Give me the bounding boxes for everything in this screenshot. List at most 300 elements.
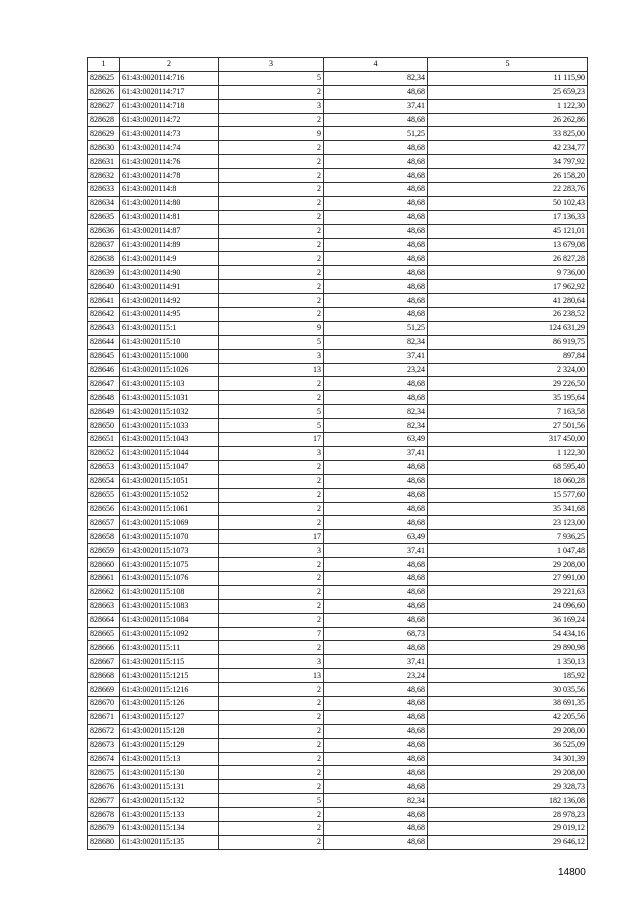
- table-cell-col-5: 86 919,75: [428, 335, 588, 349]
- table-cell-col-4: 48,68: [324, 252, 428, 266]
- table-cell-col-1: 828651: [88, 433, 120, 447]
- table-cell-col-4: 68,73: [324, 627, 428, 641]
- table-cell-col-5: 54 434,16: [428, 627, 588, 641]
- table-cell-col-4: 48,68: [324, 683, 428, 697]
- table-cell-col-3: 2: [219, 780, 324, 794]
- table-cell-col-3: 17: [219, 530, 324, 544]
- table-cell-col-3: 3: [219, 655, 324, 669]
- table-cell-col-2: 61:43:0020115:103: [120, 377, 219, 391]
- table-row: [88, 696, 588, 710]
- column-header-4: 4: [324, 58, 428, 72]
- table-cell-col-5: 26 262,86: [428, 113, 588, 127]
- table-cell-col-4: 48,68: [324, 210, 428, 224]
- table-cell-col-5: 11 115,90: [428, 71, 588, 85]
- table-cell-col-3: 5: [219, 405, 324, 419]
- table-cell-col-5: 26 238,52: [428, 308, 588, 322]
- table-cell-col-4: 23,24: [324, 363, 428, 377]
- table-cell-col-1: 828640: [88, 280, 120, 294]
- table-row: [88, 349, 588, 363]
- table-row: [88, 113, 588, 127]
- table-cell-col-5: 17 962,92: [428, 280, 588, 294]
- table-cell-col-5: 29 328,73: [428, 780, 588, 794]
- table-cell-col-4: 63,49: [324, 530, 428, 544]
- table-cell-col-2: 61:43:0020115:129: [120, 738, 219, 752]
- table-row: [88, 544, 588, 558]
- table-row: [88, 474, 588, 488]
- table-row: [88, 808, 588, 822]
- table-cell-col-3: 5: [219, 794, 324, 808]
- table-cell-col-1: 828650: [88, 419, 120, 433]
- table-cell-col-4: 51,25: [324, 321, 428, 335]
- column-header-5: 5: [428, 58, 588, 72]
- table-row: [88, 183, 588, 197]
- table-cell-col-3: 3: [219, 544, 324, 558]
- table-cell-col-4: 48,68: [324, 238, 428, 252]
- table-cell-col-2: 61:43:0020114:74: [120, 141, 219, 155]
- table-cell-col-4: 37,41: [324, 655, 428, 669]
- table-cell-col-5: 7 936,25: [428, 530, 588, 544]
- table-cell-col-1: 828637: [88, 238, 120, 252]
- table-cell-col-2: 61:43:0020115:1070: [120, 530, 219, 544]
- table-row: [88, 377, 588, 391]
- table-row: [88, 224, 588, 238]
- table-cell-col-3: 13: [219, 669, 324, 683]
- table-cell-col-3: 3: [219, 349, 324, 363]
- table-cell-col-2: 61:43:0020114:72: [120, 113, 219, 127]
- table-cell-col-1: 828678: [88, 808, 120, 822]
- table-cell-col-1: 828661: [88, 571, 120, 585]
- table-cell-col-2: 61:43:0020115:127: [120, 710, 219, 724]
- table-cell-col-3: 13: [219, 363, 324, 377]
- table-cell-col-5: 28 978,23: [428, 808, 588, 822]
- table-cell-col-5: 317 450,00: [428, 433, 588, 447]
- table-cell-col-2: 61:43:0020115:108: [120, 585, 219, 599]
- table-cell-col-4: 48,68: [324, 155, 428, 169]
- table-cell-col-5: 34 301,39: [428, 752, 588, 766]
- table-row: [88, 446, 588, 460]
- table-cell-col-1: 828659: [88, 544, 120, 558]
- table-cell-col-1: 828657: [88, 516, 120, 530]
- table-cell-col-3: 2: [219, 196, 324, 210]
- table-cell-col-2: 61:43:0020114:717: [120, 85, 219, 99]
- table-cell-col-2: 61:43:0020114:95: [120, 308, 219, 322]
- table-cell-col-4: 48,68: [324, 516, 428, 530]
- table-cell-col-3: 2: [219, 488, 324, 502]
- table-cell-col-3: 2: [219, 683, 324, 697]
- table-cell-col-3: 2: [219, 585, 324, 599]
- table-cell-col-1: 828680: [88, 835, 120, 849]
- table-cell-col-4: 63,49: [324, 433, 428, 447]
- table-cell-col-2: 61:43:0020114:78: [120, 169, 219, 183]
- table-cell-col-2: 61:43:0020114:716: [120, 71, 219, 85]
- table-row: [88, 266, 588, 280]
- table-row: [88, 627, 588, 641]
- table-cell-col-3: 9: [219, 321, 324, 335]
- table-cell-col-2: 61:43:0020115:1043: [120, 433, 219, 447]
- table-cell-col-5: 27 501,56: [428, 419, 588, 433]
- table-cell-col-5: 27 991,00: [428, 571, 588, 585]
- table-cell-col-4: 82,34: [324, 419, 428, 433]
- table-cell-col-3: 2: [219, 516, 324, 530]
- table-row: [88, 530, 588, 544]
- table-cell-col-5: 1 122,30: [428, 446, 588, 460]
- table-cell-col-3: 2: [219, 169, 324, 183]
- table-cell-col-1: 828635: [88, 210, 120, 224]
- table-cell-col-4: 48,68: [324, 780, 428, 794]
- table-row: [88, 280, 588, 294]
- table-row: [88, 196, 588, 210]
- table-row: [88, 419, 588, 433]
- table-cell-col-4: 48,68: [324, 474, 428, 488]
- table-cell-col-1: 828674: [88, 752, 120, 766]
- table-row: [88, 558, 588, 572]
- table-cell-col-5: 9 736,00: [428, 266, 588, 280]
- table-cell-col-5: 42 205,56: [428, 710, 588, 724]
- table-cell-col-2: 61:43:0020114:81: [120, 210, 219, 224]
- table-cell-col-4: 48,68: [324, 308, 428, 322]
- table-cell-col-2: 61:43:0020115:132: [120, 794, 219, 808]
- table-cell-col-5: 29 208,00: [428, 724, 588, 738]
- table-cell-col-1: 828675: [88, 766, 120, 780]
- table-cell-col-4: 48,68: [324, 766, 428, 780]
- table-cell-col-2: 61:43:0020115:1092: [120, 627, 219, 641]
- table-cell-col-3: 7: [219, 627, 324, 641]
- table-cell-col-3: 2: [219, 85, 324, 99]
- table-cell-col-3: 2: [219, 710, 324, 724]
- table-cell-col-5: 185,92: [428, 669, 588, 683]
- table-cell-col-5: 7 163,58: [428, 405, 588, 419]
- table-cell-col-5: 25 659,23: [428, 85, 588, 99]
- table-cell-col-1: 828642: [88, 308, 120, 322]
- table-cell-col-4: 48,68: [324, 488, 428, 502]
- table-cell-col-2: 61:43:0020114:76: [120, 155, 219, 169]
- table-cell-col-1: 828649: [88, 405, 120, 419]
- table-cell-col-1: 828663: [88, 599, 120, 613]
- table-row: [88, 710, 588, 724]
- table-cell-col-1: 828652: [88, 446, 120, 460]
- table-cell-col-1: 828634: [88, 196, 120, 210]
- table-cell-col-1: 828667: [88, 655, 120, 669]
- table-cell-col-2: 61:43:0020115:1026: [120, 363, 219, 377]
- table-row: [88, 585, 588, 599]
- table-row: [88, 794, 588, 808]
- table-row: [88, 141, 588, 155]
- table-cell-col-3: 2: [219, 571, 324, 585]
- table-body: [88, 71, 588, 849]
- table-row: [88, 308, 588, 322]
- table-cell-col-2: 61:43:0020114:90: [120, 266, 219, 280]
- table-cell-col-2: 61:43:0020115:1051: [120, 474, 219, 488]
- table-cell-col-4: 37,41: [324, 544, 428, 558]
- table-cell-col-2: 61:43:0020115:133: [120, 808, 219, 822]
- table-cell-col-1: 828638: [88, 252, 120, 266]
- table-cell-col-2: 61:43:0020115:1: [120, 321, 219, 335]
- table-row: [88, 724, 588, 738]
- table-cell-col-3: 2: [219, 599, 324, 613]
- column-header-3: 3: [219, 58, 324, 72]
- table-row: [88, 405, 588, 419]
- table-cell-col-1: 828653: [88, 460, 120, 474]
- table-cell-col-1: 828627: [88, 99, 120, 113]
- table-cell-col-1: 828654: [88, 474, 120, 488]
- table-cell-col-2: 61:43:0020115:1075: [120, 558, 219, 572]
- table-cell-col-3: 2: [219, 558, 324, 572]
- table-cell-col-1: 828664: [88, 613, 120, 627]
- table-cell-col-4: 48,68: [324, 377, 428, 391]
- table-cell-col-2: 61:43:0020115:1032: [120, 405, 219, 419]
- table-cell-col-4: 48,68: [324, 613, 428, 627]
- table-cell-col-2: 61:43:0020114:73: [120, 127, 219, 141]
- table-cell-col-4: 48,68: [324, 460, 428, 474]
- table-cell-col-1: 828658: [88, 530, 120, 544]
- data-table: [87, 57, 588, 850]
- table-cell-col-2: 61:43:0020115:1076: [120, 571, 219, 585]
- table-row: [88, 169, 588, 183]
- table-row: [88, 252, 588, 266]
- table-cell-col-5: 68 595,40: [428, 460, 588, 474]
- table-cell-col-4: 48,68: [324, 571, 428, 585]
- table-row: [88, 71, 588, 85]
- table-row: [88, 210, 588, 224]
- table-cell-col-1: 828630: [88, 141, 120, 155]
- table-cell-col-1: 828677: [88, 794, 120, 808]
- table-cell-col-2: 61:43:0020115:1069: [120, 516, 219, 530]
- table-cell-col-5: 29 226,50: [428, 377, 588, 391]
- table-cell-col-2: 61:43:0020115:1000: [120, 349, 219, 363]
- table-row: [88, 669, 588, 683]
- table-cell-col-5: 1 047,48: [428, 544, 588, 558]
- table-cell-col-4: 48,68: [324, 808, 428, 822]
- table-cell-col-5: 50 102,43: [428, 196, 588, 210]
- table-row: [88, 613, 588, 627]
- table-cell-col-3: 2: [219, 252, 324, 266]
- table-cell-col-4: 48,68: [324, 710, 428, 724]
- table-cell-col-4: 48,68: [324, 85, 428, 99]
- table-cell-col-4: 48,68: [324, 696, 428, 710]
- table-cell-col-4: 82,34: [324, 405, 428, 419]
- table-cell-col-3: 2: [219, 766, 324, 780]
- table-cell-col-2: 61:43:0020115:13: [120, 752, 219, 766]
- table-cell-col-4: 48,68: [324, 752, 428, 766]
- table-cell-col-5: 34 797,92: [428, 155, 588, 169]
- table-cell-col-4: 82,34: [324, 71, 428, 85]
- table-cell-col-5: 26 158,20: [428, 169, 588, 183]
- table-cell-col-4: 48,68: [324, 266, 428, 280]
- column-header-1: 1: [88, 58, 120, 72]
- table-cell-col-2: 61:43:0020115:130: [120, 766, 219, 780]
- table-cell-col-1: 828629: [88, 127, 120, 141]
- table-cell-col-1: 828639: [88, 266, 120, 280]
- table-cell-col-3: 3: [219, 99, 324, 113]
- table-cell-col-2: 61:43:0020115:115: [120, 655, 219, 669]
- table-cell-col-5: 1 122,30: [428, 99, 588, 113]
- table-cell-col-3: 2: [219, 502, 324, 516]
- table-cell-col-3: 2: [219, 613, 324, 627]
- table-cell-col-1: 828631: [88, 155, 120, 169]
- table-cell-col-3: 9: [219, 127, 324, 141]
- column-header-2: 2: [120, 58, 219, 72]
- table-cell-col-5: 1 350,13: [428, 655, 588, 669]
- page-number: 14800: [558, 867, 586, 878]
- table-cell-col-2: 61:43:0020115:1033: [120, 419, 219, 433]
- table-cell-col-3: 2: [219, 474, 324, 488]
- table-cell-col-5: 13 679,08: [428, 238, 588, 252]
- table-cell-col-5: 29 208,00: [428, 766, 588, 780]
- table-cell-col-3: 2: [219, 377, 324, 391]
- table-cell-col-3: 5: [219, 419, 324, 433]
- table-cell-col-5: 29 208,00: [428, 558, 588, 572]
- table-cell-col-4: 48,68: [324, 169, 428, 183]
- table-row: [88, 238, 588, 252]
- table-cell-col-2: 61:43:0020115:1215: [120, 669, 219, 683]
- table-cell-col-4: 37,41: [324, 446, 428, 460]
- table-cell-col-4: 48,68: [324, 599, 428, 613]
- table-cell-col-5: 22 283,76: [428, 183, 588, 197]
- table-cell-col-3: 2: [219, 724, 324, 738]
- table-row: [88, 155, 588, 169]
- table-cell-col-4: 37,41: [324, 99, 428, 113]
- table-cell-col-2: 61:43:0020114:89: [120, 238, 219, 252]
- table-cell-col-3: 2: [219, 460, 324, 474]
- table-cell-col-2: 61:43:0020115:1052: [120, 488, 219, 502]
- table-cell-col-4: 51,25: [324, 127, 428, 141]
- table-cell-col-1: 828646: [88, 363, 120, 377]
- table-cell-col-3: 2: [219, 183, 324, 197]
- table-cell-col-5: 2 324,00: [428, 363, 588, 377]
- table-cell-col-2: 61:43:0020114:92: [120, 294, 219, 308]
- table-row: [88, 780, 588, 794]
- table-cell-col-1: 828636: [88, 224, 120, 238]
- table-cell-col-1: 828655: [88, 488, 120, 502]
- table-cell-col-2: 61:43:0020115:11: [120, 641, 219, 655]
- table-cell-col-1: 828670: [88, 696, 120, 710]
- table-cell-col-3: 2: [219, 155, 324, 169]
- table-cell-col-4: 37,41: [324, 349, 428, 363]
- table-row: [88, 766, 588, 780]
- table-cell-col-3: 2: [219, 266, 324, 280]
- table-cell-col-5: 42 234,77: [428, 141, 588, 155]
- table-cell-col-3: 2: [219, 641, 324, 655]
- table-row: [88, 502, 588, 516]
- table-row: [88, 127, 588, 141]
- table-cell-col-2: 61:43:0020114:80: [120, 196, 219, 210]
- table-cell-col-3: 2: [219, 808, 324, 822]
- table-cell-col-5: 36 169,24: [428, 613, 588, 627]
- table-cell-col-3: 5: [219, 335, 324, 349]
- table-cell-col-2: 61:43:0020115:1047: [120, 460, 219, 474]
- table-cell-col-3: 5: [219, 71, 324, 85]
- table-cell-col-1: 828671: [88, 710, 120, 724]
- table-cell-col-5: 897,84: [428, 349, 588, 363]
- table-row: [88, 683, 588, 697]
- table-row: [88, 655, 588, 669]
- table-cell-col-5: 33 825,00: [428, 127, 588, 141]
- table-cell-col-2: 61:43:0020115:1073: [120, 544, 219, 558]
- table-cell-col-2: 61:43:0020115:1216: [120, 683, 219, 697]
- table-cell-col-4: 48,68: [324, 196, 428, 210]
- table-row: [88, 363, 588, 377]
- table-row: [88, 321, 588, 335]
- table-cell-col-2: 61:43:0020115:1061: [120, 502, 219, 516]
- table-cell-col-3: 2: [219, 752, 324, 766]
- table-row: [88, 85, 588, 99]
- table-cell-col-1: 828648: [88, 391, 120, 405]
- table-row: [88, 99, 588, 113]
- table-cell-col-4: 48,68: [324, 585, 428, 599]
- table-cell-col-5: 23 123,00: [428, 516, 588, 530]
- table-cell-col-4: 48,68: [324, 502, 428, 516]
- table-cell-col-1: 828641: [88, 294, 120, 308]
- table-row: [88, 460, 588, 474]
- table-cell-col-3: 2: [219, 210, 324, 224]
- table-cell-col-3: 2: [219, 391, 324, 405]
- table-cell-col-3: 2: [219, 113, 324, 127]
- table-row: [88, 516, 588, 530]
- table-cell-col-4: 48,68: [324, 183, 428, 197]
- table-cell-col-2: 61:43:0020115:10: [120, 335, 219, 349]
- table-cell-col-3: 2: [219, 238, 324, 252]
- table-cell-col-5: 30 035,56: [428, 683, 588, 697]
- table-cell-col-4: 82,34: [324, 794, 428, 808]
- table-cell-col-1: 828645: [88, 349, 120, 363]
- table-cell-col-1: 828679: [88, 821, 120, 835]
- table-cell-col-2: 61:43:0020114:87: [120, 224, 219, 238]
- table-cell-col-3: 2: [219, 738, 324, 752]
- table-cell-col-1: 828665: [88, 627, 120, 641]
- table-cell-col-1: 828666: [88, 641, 120, 655]
- table-row: [88, 738, 588, 752]
- table-cell-col-1: 828668: [88, 669, 120, 683]
- table-cell-col-1: 828644: [88, 335, 120, 349]
- table-cell-col-3: 2: [219, 696, 324, 710]
- table-cell-col-4: 48,68: [324, 724, 428, 738]
- table-cell-col-4: 48,68: [324, 835, 428, 849]
- table-cell-col-5: 182 136,08: [428, 794, 588, 808]
- table-cell-col-1: 828625: [88, 71, 120, 85]
- table-cell-col-4: 48,68: [324, 280, 428, 294]
- table-cell-col-2: 61:43:0020115:1031: [120, 391, 219, 405]
- table-cell-col-4: 48,68: [324, 821, 428, 835]
- table-cell-col-4: 48,68: [324, 738, 428, 752]
- table-cell-col-5: 15 577,60: [428, 488, 588, 502]
- table-cell-col-1: 828633: [88, 183, 120, 197]
- table-cell-col-5: 35 341,68: [428, 502, 588, 516]
- table-cell-col-4: 82,34: [324, 335, 428, 349]
- table-row: [88, 433, 588, 447]
- table-cell-col-1: 828647: [88, 377, 120, 391]
- table-row: [88, 599, 588, 613]
- table-cell-col-5: 17 136,33: [428, 210, 588, 224]
- table-cell-col-2: 61:43:0020114:91: [120, 280, 219, 294]
- table-cell-col-3: 2: [219, 280, 324, 294]
- table-cell-col-4: 48,68: [324, 141, 428, 155]
- table-cell-col-1: 828632: [88, 169, 120, 183]
- table-cell-col-5: 38 691,35: [428, 696, 588, 710]
- table-cell-col-2: 61:43:0020115:134: [120, 821, 219, 835]
- table-row: [88, 821, 588, 835]
- table-cell-col-1: 828676: [88, 780, 120, 794]
- table-cell-col-1: 828662: [88, 585, 120, 599]
- table-cell-col-1: 828673: [88, 738, 120, 752]
- table-cell-col-2: 61:43:0020114:718: [120, 99, 219, 113]
- table-cell-col-2: 61:43:0020115:135: [120, 835, 219, 849]
- table-cell-col-5: 29 019,12: [428, 821, 588, 835]
- table-row: [88, 488, 588, 502]
- table-cell-col-5: 18 060,28: [428, 474, 588, 488]
- table-row: [88, 335, 588, 349]
- table-cell-col-5: 124 631,29: [428, 321, 588, 335]
- table-cell-col-5: 26 827,28: [428, 252, 588, 266]
